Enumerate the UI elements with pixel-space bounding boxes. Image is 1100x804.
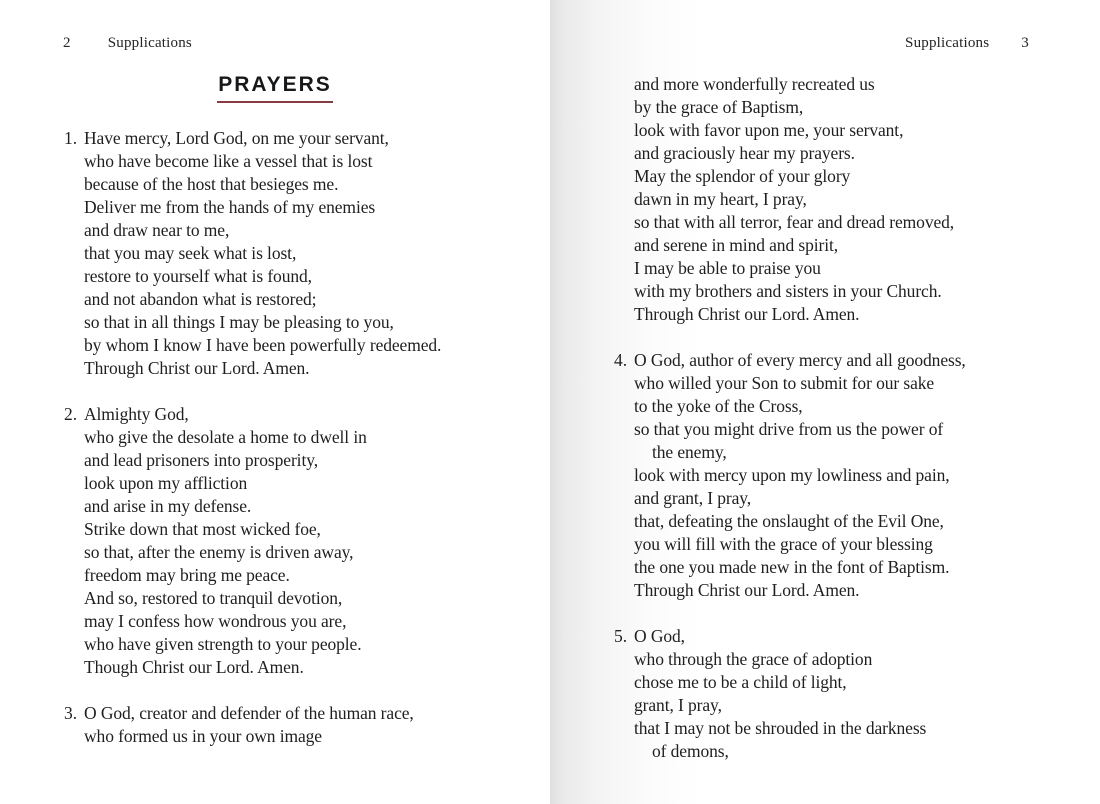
prayer-line: O God, author of every mercy and all goodness, (634, 350, 966, 370)
prayer-line: Though Christ our Lord. Amen. (84, 657, 304, 677)
prayer-line: restore to yourself what is found, (84, 266, 312, 286)
prayer-item (63, 403, 487, 679)
page-right (550, 0, 1100, 804)
prayer-line: that, defeating the onslaught of the Evil One, (634, 511, 944, 531)
page-number-left: 2 (63, 35, 71, 51)
prayer-line: by the grace of Baptism, (634, 97, 804, 117)
prayer-line: who through the grace of adoption (634, 649, 873, 669)
prayer-item (63, 127, 487, 380)
prayer-line: so that in all things I may be pleasing to you, (84, 312, 394, 332)
prayer-line: to the yoke of the Cross, (634, 396, 803, 416)
prayer-line: may I confess how wondrous you are, (84, 611, 347, 631)
prayer-line: that I may not be shrouded in the darkness (634, 718, 927, 738)
prayer-number: 5. (614, 626, 628, 646)
prayer-line: by whom I know I have been powerfully redeemed. (84, 335, 442, 355)
running-head-left (63, 33, 487, 53)
prayer-line: Have mercy, Lord God, on me your servant, (84, 128, 389, 148)
prayer-line: who formed us in your own image (84, 726, 322, 746)
prayer-line: you will fill with the grace of your blessing (634, 534, 933, 554)
prayer-line: and lead prisoners into prosperity, (84, 450, 318, 470)
prayer-line: who willed your Son to submit for our sake (634, 373, 935, 393)
prayer-line: the enemy, (652, 442, 727, 462)
running-head-right (613, 33, 1037, 53)
prayer-number: 2. (64, 404, 78, 424)
prayer-line: who give the desolate a home to dwell in (84, 427, 367, 447)
prayer-line: that you may seek what is lost, (84, 243, 297, 263)
prayer-line: who have given strength to your people. (84, 634, 362, 654)
prayer-list-left (63, 127, 487, 748)
prayer-line: Through Christ our Lord. Amen. (634, 304, 860, 324)
prayer-line: May the splendor of your glory (634, 166, 851, 186)
prayer-line: grant, I pray, (634, 695, 722, 715)
prayer-item (63, 702, 487, 748)
prayer-line: who have become like a vessel that is lost (84, 151, 373, 171)
page-number-right: 3 (1021, 35, 1029, 51)
prayer-line: chose me to be a child of light, (634, 672, 847, 692)
prayer-list-right (613, 349, 1037, 763)
prayer-number: 4. (614, 350, 628, 370)
prayer-line: so that with all terror, fear and dread removed, (634, 212, 955, 232)
prayer-line: look with favor upon me, your servant, (634, 120, 904, 140)
prayer-continuation (613, 73, 1037, 326)
prayer-line: of demons, (652, 741, 729, 761)
title-block (63, 73, 487, 103)
page-title: PRAYERS (217, 73, 333, 103)
prayer-line: and serene in mind and spirit, (634, 235, 839, 255)
prayer-line: and graciously hear my prayers. (634, 143, 855, 163)
prayer-line: so that, after the enemy is driven away, (84, 542, 354, 562)
prayer-line: Deliver me from the hands of my enemies (84, 197, 376, 217)
prayer-item (613, 349, 1037, 602)
prayer-line: and not abandon what is restored; (84, 289, 317, 309)
prayer-line: so that you might drive from us the power of (634, 419, 944, 439)
prayer-line: And so, restored to tranquil devotion, (84, 588, 343, 608)
prayer-line: Strike down that most wicked foe, (84, 519, 321, 539)
prayer-line: O God, (634, 626, 685, 646)
prayer-number: 3. (64, 703, 78, 723)
prayer-line: look upon my affliction (84, 473, 248, 493)
prayer-line: I may be able to praise you (634, 258, 821, 278)
prayer-line: O God, creator and defender of the human race, (84, 703, 414, 723)
prayer-line: Through Christ our Lord. Amen. (84, 358, 310, 378)
prayer-number: 1. (64, 128, 78, 148)
prayer-line: the one you made new in the font of Baptism. (634, 557, 950, 577)
prayer-item (613, 625, 1037, 763)
prayer-line: dawn in my heart, I pray, (634, 189, 807, 209)
prayer-line: with my brothers and sisters in your Church. (634, 281, 942, 301)
prayer-line: Through Christ our Lord. Amen. (634, 580, 860, 600)
running-header-right: Supplications (905, 35, 990, 51)
running-header-left: Supplications (107, 35, 192, 51)
prayer-line: look with mercy upon my lowliness and pain, (634, 465, 950, 485)
prayer-line: because of the host that besieges me. (84, 174, 339, 194)
prayer-line: freedom may bring me peace. (84, 565, 290, 585)
prayer-line: and more wonderfully recreated us (634, 74, 875, 94)
prayer-line: Almighty God, (84, 404, 189, 424)
prayer-line: and grant, I pray, (634, 488, 752, 508)
prayer-line: and draw near to me, (84, 220, 230, 240)
prayer-line: and arise in my defense. (84, 496, 252, 516)
